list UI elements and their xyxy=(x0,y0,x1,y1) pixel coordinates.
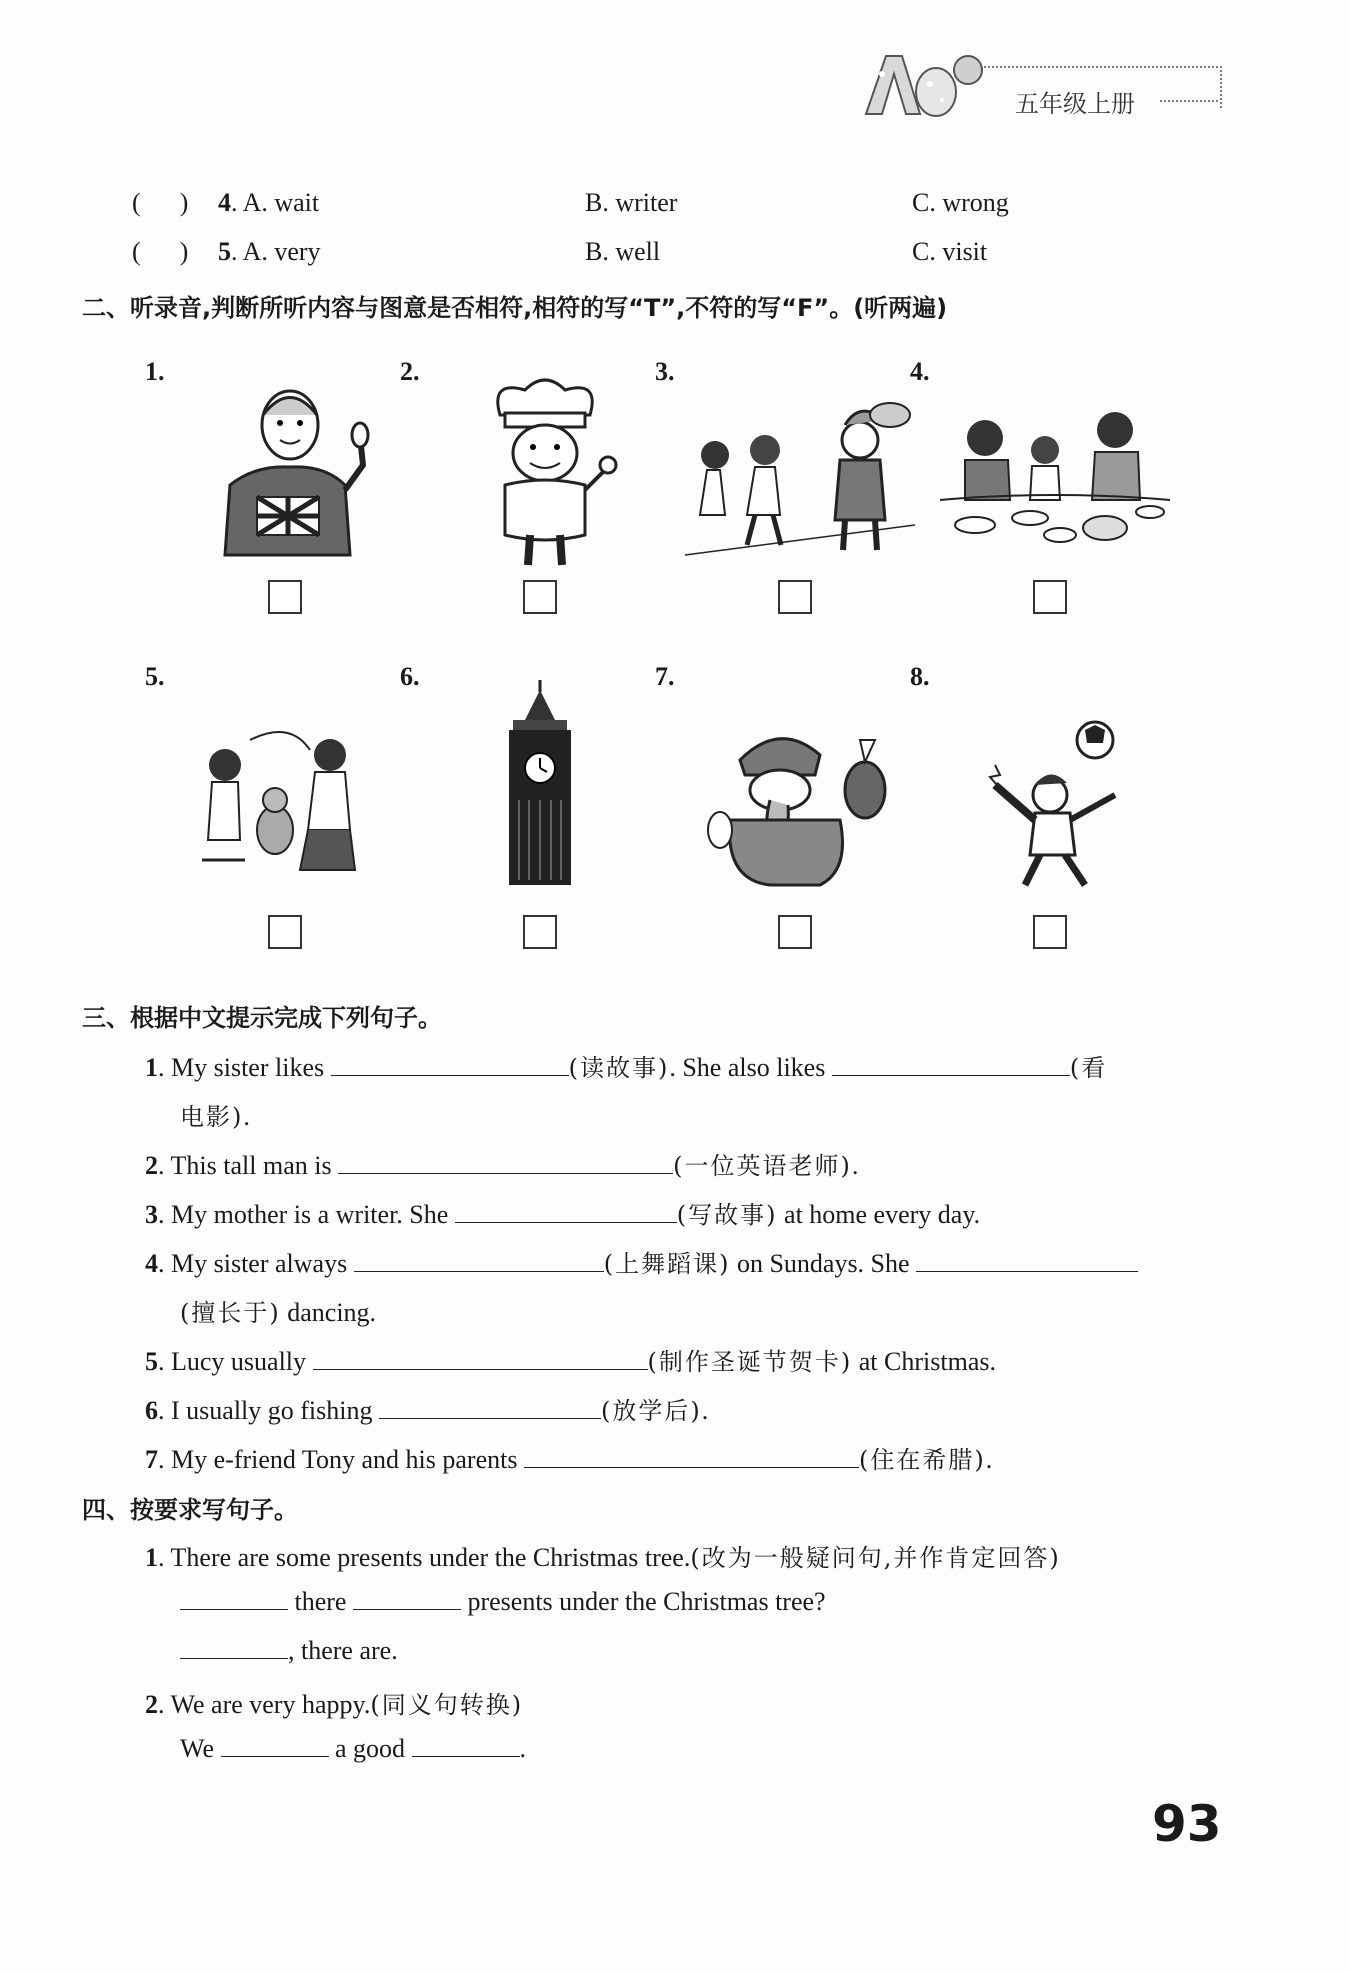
boy-football-icon xyxy=(975,715,1145,890)
answer-blank[interactable] xyxy=(916,1249,1138,1272)
section-2-title: 二、听录音,判断所听内容与图意是否相符,相符的写“T”,不符的写“F”。(听两遍) xyxy=(82,294,948,322)
grade-label: 五年级上册 xyxy=(1015,90,1135,118)
answer-box[interactable] xyxy=(523,580,557,614)
choice-row-4: 4. A. wait xyxy=(218,188,320,217)
sentence-text: . We are very happy. xyxy=(158,1690,371,1719)
sentence-3-1 xyxy=(145,1048,1107,1083)
option-b: B. writer xyxy=(585,188,678,217)
sentence-text: . xyxy=(243,1102,250,1131)
sentence-text: . My sister always xyxy=(158,1249,348,1278)
option-c: C. visit xyxy=(912,237,988,266)
sentence-text: . xyxy=(985,1445,993,1474)
page-number: 93 xyxy=(1152,1795,1222,1853)
chinese-hint: (一位英语老师) xyxy=(673,1152,852,1180)
sentence-text: presents under the Christmas tree? xyxy=(467,1587,826,1616)
item-number: 4 xyxy=(218,188,231,217)
pic-number: 1. xyxy=(145,357,165,386)
abc-logo-icon xyxy=(858,44,988,124)
answer-box[interactable] xyxy=(1033,580,1067,614)
chinese-hint: 电影) xyxy=(180,1103,244,1131)
sentence-4-1 xyxy=(145,1538,1061,1573)
chinese-hint: (写故事) xyxy=(676,1201,778,1229)
sentence-text: . Lucy usually xyxy=(158,1347,307,1376)
answer-blank[interactable] xyxy=(354,1249,604,1272)
item-number: 2 xyxy=(145,1151,158,1180)
item-number: 6 xyxy=(145,1396,158,1425)
sentence-text: at home every day. xyxy=(777,1200,981,1229)
chinese-hint: (擅长于) xyxy=(180,1299,281,1327)
answer-blank[interactable] xyxy=(353,1587,461,1610)
sentence-text: . I usually go fishing xyxy=(158,1396,373,1425)
option-a: A. very xyxy=(242,237,321,266)
chinese-hint: (改为一般疑问句,并作肯定回答) xyxy=(690,1544,1061,1572)
sentence-text: at Christmas. xyxy=(852,1347,996,1376)
item-number: 5 xyxy=(145,1347,158,1376)
answer-box[interactable] xyxy=(778,580,812,614)
chinese-hint: (同义句转换) xyxy=(370,1691,524,1719)
choice-row-5: 5. A. very xyxy=(218,237,321,266)
sentence-3-1-cont xyxy=(180,1097,250,1132)
sentence-4-2 xyxy=(145,1685,523,1720)
sentence-text: on Sundays. She xyxy=(730,1249,910,1278)
answer-blank[interactable] xyxy=(221,1734,329,1757)
chinese-hint: (上舞蹈课) xyxy=(603,1250,731,1278)
pic-number: 6. xyxy=(400,662,420,691)
answer-box[interactable] xyxy=(268,580,302,614)
answer-box[interactable] xyxy=(523,915,557,949)
sentence-4-1-line3 xyxy=(180,1636,398,1666)
item-number: 3 xyxy=(145,1200,158,1229)
answer-blank[interactable] xyxy=(338,1151,673,1174)
chinese-hint: (看 xyxy=(1069,1054,1108,1082)
answer-blank[interactable] xyxy=(524,1445,859,1468)
header-dots xyxy=(1160,100,1218,102)
pic-number: 4. xyxy=(910,357,930,386)
sentence-text: . xyxy=(851,1151,859,1180)
sentence-text: . My mother is a writer. She xyxy=(158,1200,449,1229)
family-dinner-icon xyxy=(940,400,1170,600)
chef-icon xyxy=(450,375,650,575)
sentence-text: . My e-friend Tony and his parents xyxy=(158,1445,518,1474)
sentence-3-5 xyxy=(145,1342,996,1377)
kids-with-cat-icon xyxy=(190,720,390,890)
answer-blank[interactable] xyxy=(331,1053,569,1076)
sentence-text: . My sister likes xyxy=(158,1053,325,1082)
sentence-text: We xyxy=(180,1734,214,1763)
answer-box[interactable] xyxy=(778,915,812,949)
chinese-hint: (读故事) xyxy=(568,1054,670,1082)
chinese-hint: (制作圣诞节贺卡) xyxy=(647,1348,853,1376)
answer-blank[interactable] xyxy=(180,1636,288,1659)
option-c: C. wrong xyxy=(912,188,1009,217)
sentence-3-6 xyxy=(145,1391,708,1426)
sentence-text: there xyxy=(294,1587,347,1616)
sentence-4-1-line2 xyxy=(180,1587,826,1617)
turkey-santa-hat-icon xyxy=(700,720,900,890)
answer-parens: ( ) xyxy=(132,188,189,217)
item-number: 1 xyxy=(145,1543,158,1572)
item-number: 7 xyxy=(145,1445,158,1474)
sentence-3-7 xyxy=(145,1440,992,1475)
sentence-3-3 xyxy=(145,1195,980,1230)
sentence-3-2 xyxy=(145,1146,858,1181)
pic-number: 5. xyxy=(145,662,165,691)
answer-blank[interactable] xyxy=(832,1053,1070,1076)
section-4-title: 四、按要求写句子。 xyxy=(82,1496,298,1524)
answer-parens: ( ) xyxy=(132,237,189,266)
answer-box[interactable] xyxy=(268,915,302,949)
pic-number: 7. xyxy=(655,662,675,691)
sentence-text: . There are some presents under the Christmas tree. xyxy=(158,1543,691,1572)
item-number: 5 xyxy=(218,237,231,266)
sentence-text: . xyxy=(519,1734,527,1763)
children-santa-icon xyxy=(685,395,915,595)
item-number: 4 xyxy=(145,1249,158,1278)
sentence-text: . This tall man is xyxy=(158,1151,332,1180)
sentence-4-2-line2 xyxy=(180,1734,526,1764)
option-b: B. well xyxy=(585,237,661,266)
chinese-hint: (住在希腊) xyxy=(858,1446,986,1474)
item-number: 2 xyxy=(145,1690,158,1719)
man-union-jack-icon xyxy=(195,375,395,575)
sentence-text: dancing. xyxy=(280,1298,377,1327)
sentence-text: , there are. xyxy=(288,1636,398,1665)
pic-number: 3. xyxy=(655,357,675,386)
answer-box[interactable] xyxy=(1033,915,1067,949)
answer-blank[interactable] xyxy=(455,1200,677,1223)
item-number: 1 xyxy=(145,1053,158,1082)
answer-blank[interactable] xyxy=(313,1347,648,1370)
pic-number: 8. xyxy=(910,662,930,691)
sentence-text: a good xyxy=(335,1734,406,1763)
big-ben-icon xyxy=(495,680,585,885)
sentence-text: . xyxy=(701,1396,709,1425)
sentence-3-4-cont xyxy=(180,1293,376,1328)
section-3-title: 三、根据中文提示完成下列句子。 xyxy=(82,1004,442,1032)
sentence-3-4 xyxy=(145,1244,1138,1279)
pic-number: 2. xyxy=(400,357,420,386)
chinese-hint: (放学后) xyxy=(601,1397,702,1425)
answer-blank[interactable] xyxy=(379,1396,601,1419)
option-a: A. wait xyxy=(242,188,320,217)
sentence-text: . She also likes xyxy=(669,1053,826,1082)
answer-blank[interactable] xyxy=(412,1734,520,1757)
answer-blank[interactable] xyxy=(180,1587,288,1610)
